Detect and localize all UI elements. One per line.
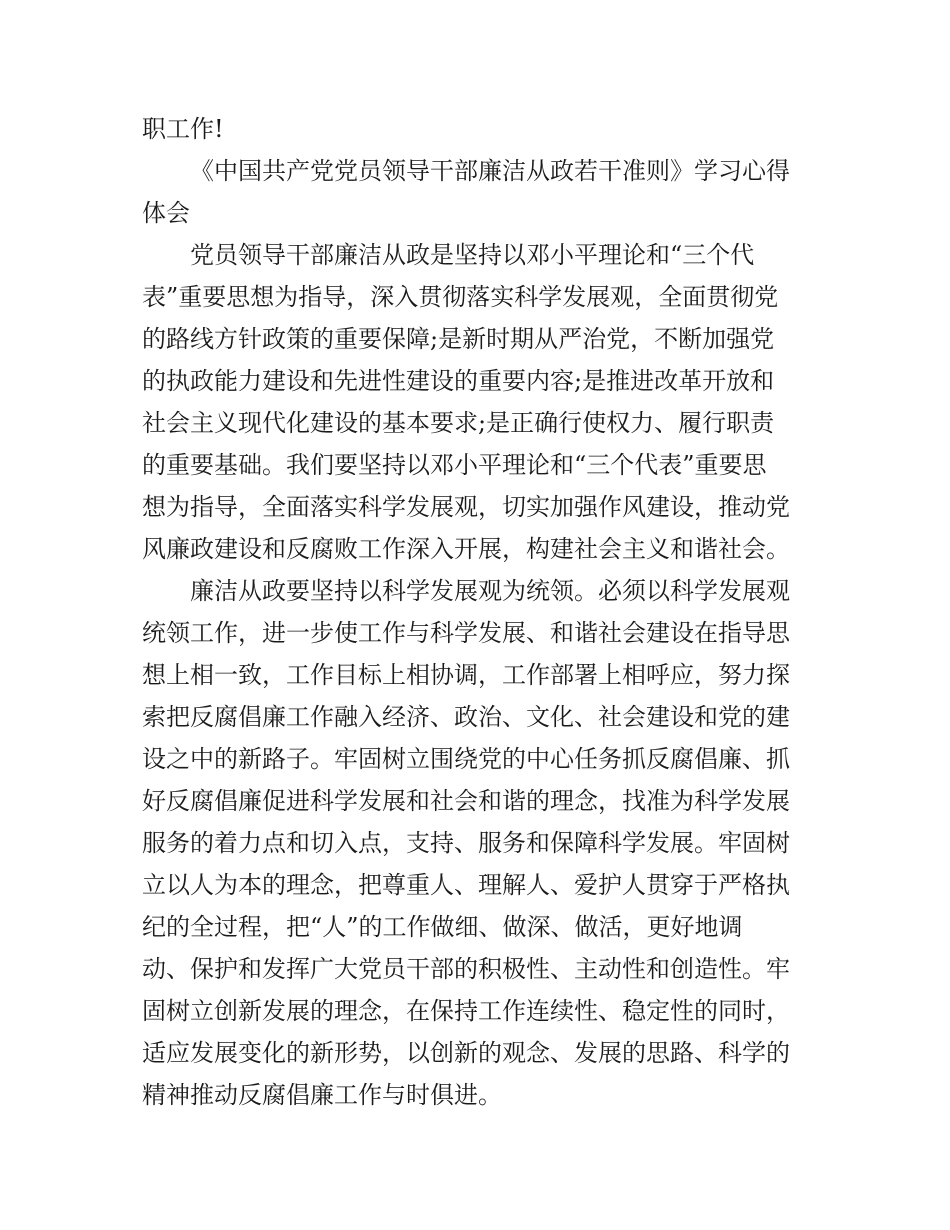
- text-line: 的路线方针政策的重要保障;是新时期从严治党，不断加强党: [142, 325, 775, 353]
- section-heading: [142, 150, 812, 234]
- text-line: 党员领导干部廉洁从政是坚持以邓小平理论和“三个代: [190, 241, 755, 269]
- text-line: 表”重要思想为指导，深入贯彻落实科学发展观，全面贯彻党: [142, 283, 779, 311]
- heading-line: 体会: [142, 199, 190, 227]
- text-line: 统领工作，进一步使工作与科学发展、和谐社会建设在指导思: [142, 619, 790, 647]
- text-line: 立以人为本的理念，把尊重人、理解人、爱护人贯穿于严格执: [142, 871, 790, 899]
- text-line: 固树立创新发展的理念，在保持工作连续性、稳定性的同时，: [142, 997, 790, 1025]
- text-line: 社会主义现代化建设的基本要求;是正确行使权力、履行职责: [142, 409, 775, 437]
- text-line: 纪的全过程，把“人”的工作做细、做深、做活，更好地调: [142, 913, 743, 941]
- paragraph-intro: [142, 234, 812, 570]
- text-line: 想为指导，全面落实科学发展观，切实加强作风建设，推动党: [142, 493, 790, 521]
- document-body: [142, 108, 812, 1116]
- heading-line: 《中国共产党党员领导干部廉洁从政若干准则》学习心得: [190, 157, 790, 185]
- text-line: 精神推动反腐倡廉工作与时俱进。: [142, 1081, 502, 1109]
- text-line: 想上相一致，工作目标上相协调，工作部署上相呼应，努力探: [142, 661, 790, 689]
- text-line: 好反腐倡廉促进科学发展和社会和谐的理念，找准为科学发展: [142, 787, 790, 815]
- text-line: 服务的着力点和切入点，支持、服务和保障科学发展。牢固树: [142, 829, 790, 857]
- text-line: 索把反腐倡廉工作融入经济、政治、文化、社会建设和党的建: [142, 703, 790, 731]
- paragraph-main: [142, 570, 812, 1116]
- text-line: 职工作!: [142, 115, 224, 143]
- text-line: 的执政能力建设和先进性建设的重要内容;是推进改革开放和: [142, 367, 775, 395]
- text-line: 适应发展变化的新形势，以创新的观念、发展的思路、科学的: [142, 1039, 790, 1067]
- text-line: 的重要基础。我们要坚持以邓小平理论和“三个代表”重要思: [142, 451, 767, 479]
- text-line: 风廉政建设和反腐败工作深入开展，构建社会主义和谐社会。: [142, 535, 790, 563]
- text-line: 廉洁从政要坚持以科学发展观为统领。必须以科学发展观: [190, 577, 790, 605]
- paragraph-continuation: [142, 108, 812, 150]
- text-line: 动、保护和发挥广大党员干部的积极性、主动性和创造性。牢: [142, 955, 790, 983]
- text-line: 设之中的新路子。牢固树立围绕党的中心任务抓反腐倡廉、抓: [142, 745, 790, 773]
